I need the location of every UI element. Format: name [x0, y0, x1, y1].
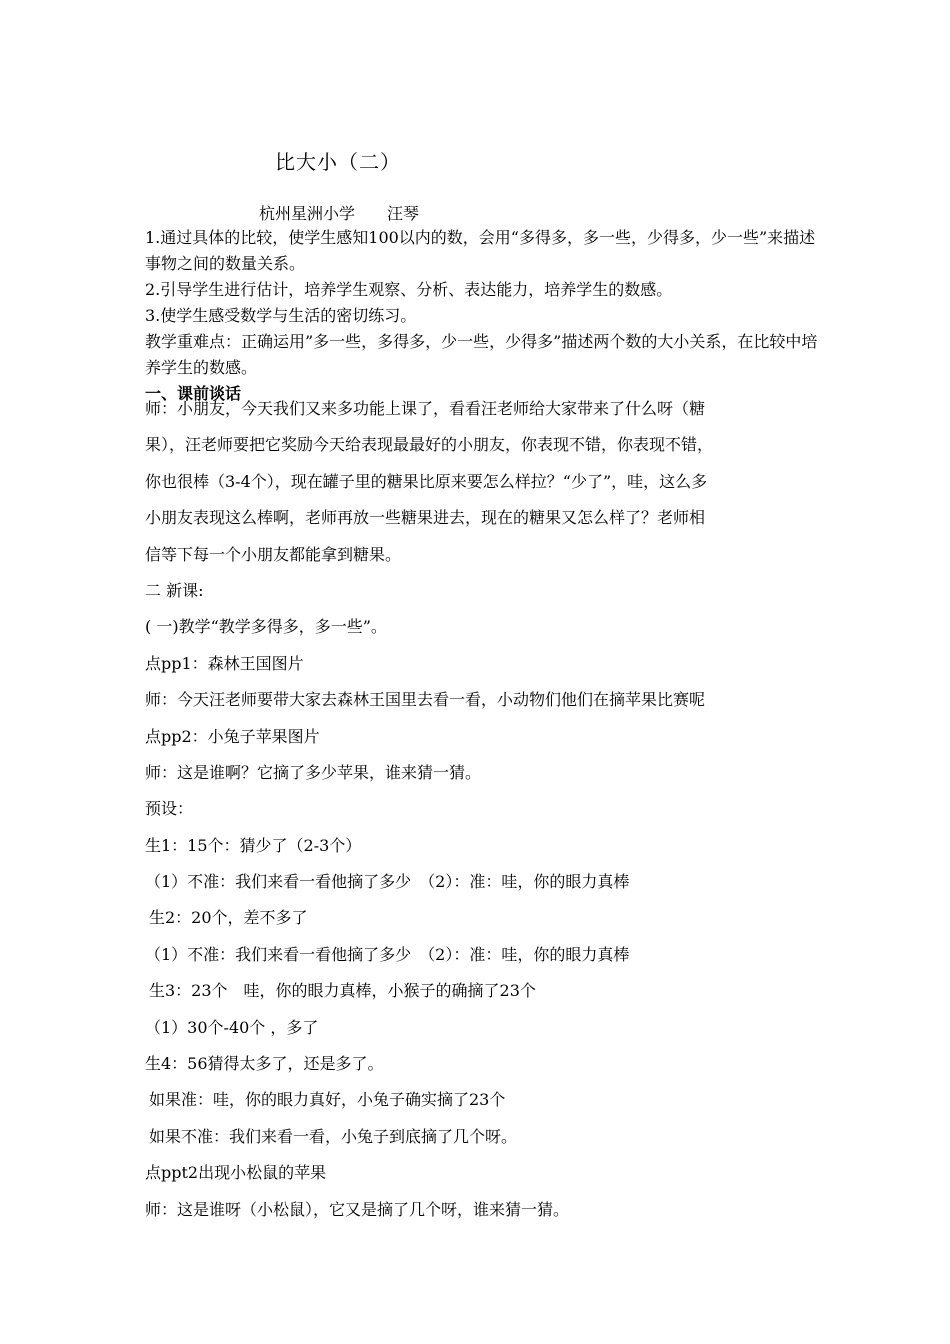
body-line: 点pp1：森林王国图片: [145, 653, 304, 673]
goal-2: 2.引导学生进行估计，培养学生观察、分析、表达能力，培养学生的数感。: [145, 280, 673, 299]
body-line: 生3：23个 哇，你的眼力真棒，小猴子的确摘了23个: [149, 981, 536, 1001]
goals-block: [145, 225, 825, 407]
subsection-heading: ( 一)教学“教学多得多，多一些”。: [145, 617, 387, 637]
body-line: 师：小朋友，今天我们又来多功能上课了，看看汪老师给大家带来了什么呀（糖: [145, 399, 706, 418]
body-line: 生4：56猜得太多了，还是多了。: [145, 1054, 384, 1074]
body-line: 师：这是谁呀（小松鼠），它又是摘了几个呀，谁来猜一猜。: [145, 1199, 570, 1219]
body-line: 点ppt2出现小松鼠的苹果: [145, 1163, 327, 1183]
body-line: 果），汪老师要把它奖励今天给表现最最好的小朋友，你表现不错，你表现不错，: [145, 435, 714, 455]
body-line: （1）不准：我们来看一看他摘了多少 （2）：准：哇，你的眼力真棒: [145, 944, 630, 964]
body-line: 师：今天汪老师要带大家去森林王国里去看一看，小动物们他们在摘苹果比赛呢: [145, 690, 706, 710]
body-line: （1）不准：我们来看一看他摘了多少 （2）：准：哇，你的眼力真棒: [145, 872, 630, 892]
goal-1: 1.通过具体的比较，使学生感知100以内的数，会用“多得多，多一些，少得多，少一些”来描述事物之间的数量关系。: [145, 228, 816, 273]
author-line: 杭州星洲小学 汪琴: [259, 204, 420, 223]
body-line: （1）30个-40个 ，多了: [145, 1017, 319, 1037]
lesson-body: [145, 397, 835, 1234]
body-line: 点pp2：小兔子苹果图片: [145, 726, 320, 746]
body-line: 如果不准：我们来看一看，小兔子到底摘了几个呀。: [149, 1126, 518, 1146]
goal-3: 3.使学生感受数学与生活的密切练习。: [145, 306, 417, 325]
body-line: 生1：15个：猜少了（2-3个）: [145, 835, 362, 855]
section-heading-1: 一、课前谈话: [145, 384, 242, 403]
body-line: 你也很棒（3-4个），现在罐子里的糖果比原来要怎么样拉？“少了”，哇，这么多: [145, 471, 708, 491]
body-line: 生2：20个，差不多了: [149, 908, 308, 928]
body-line: 如果准：哇，你的眼力真好，小兔子确实摘了23个: [149, 1090, 506, 1110]
section-heading-2: 二 新课:: [145, 580, 204, 600]
body-line: 预设：: [145, 799, 194, 819]
body-line: 信等下每一个小朋友都能拿到糖果。: [145, 544, 402, 564]
key-difficulty: 教学重难点：正确运用”多一些，多得多，少一些，少得多”描述两个数的大小关系，在比较中培养学生的数感。: [145, 332, 818, 377]
body-line: 师：这是谁啊？它摘了多少苹果，谁来猜一猜。: [145, 762, 482, 782]
document-title: 比大小（二）: [275, 150, 401, 174]
body-line: 小朋友表现这么棒啊，老师再放一些糖果进去，现在的糖果又怎么样了？老师相: [145, 508, 706, 528]
